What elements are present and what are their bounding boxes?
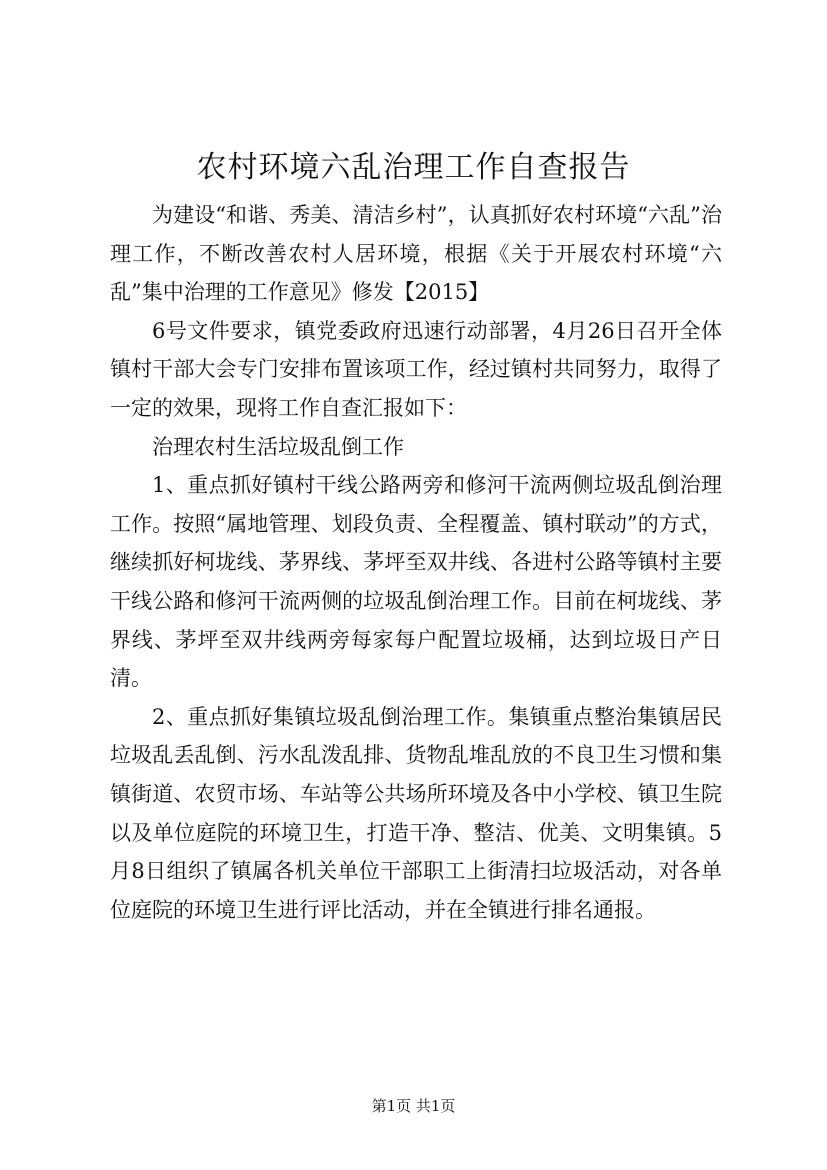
paragraph-item-1: 1、重点抓好镇村干线公路两旁和修河干流两侧垃圾乱倒治理工作。按照“属地管理、划段负责、全程覆盖、镇村联动”的方式，继续抓好柯垅线、茅界线、茅坪至双井线、各进村公路等镇村主要干线公路和修河干流两侧的垃圾乱倒治理工作。目前在柯垅线、茅界线、茅坪至双井线两旁每家每户配置垃圾桶，达到垃圾日产日清。 (110, 473, 722, 691)
paragraph-intro: 为建设“和谐、秀美、清洁乡村”，认真抓好农村环境“六乱”治理工作，不断改善农村人居环境，根据《关于开展农村环境“六乱”集中治理的工作意见》修发【2015】 (110, 203, 722, 305)
document-body (110, 196, 722, 929)
section-heading: 治理农村生活垃圾乱倒工作 (152, 434, 404, 459)
paragraph-requirement: 6号文件要求，镇党委政府迅速行动部署，4月26日召开全体镇村干部大会专门安排布置该项工作，经过镇村共同努力，取得了一定的效果，现将工作自查汇报如下： (110, 318, 722, 420)
paragraph-item-2: 2、重点抓好集镇垃圾乱倒治理工作。集镇重点整治集镇居民垃圾乱丢乱倒、污水乱泼乱排、货物乱堆乱放的不良卫生习惯和集镇街道、农贸市场、车站等公共场所环境及各中小学校、镇卫生院以及单位庭院的环境卫生，打造干净、整洁、优美、文明集镇。5月8日组织了镇属各机关单位干部职工上街清扫垃圾活动，对各单位庭院的环境卫生进行评比活动，并在全镇进行排名通报。 (110, 704, 722, 922)
page-footer: 第1页 共1页 (371, 1097, 456, 1115)
document-title: 农村环境六乱治理工作自查报告 (196, 150, 631, 185)
